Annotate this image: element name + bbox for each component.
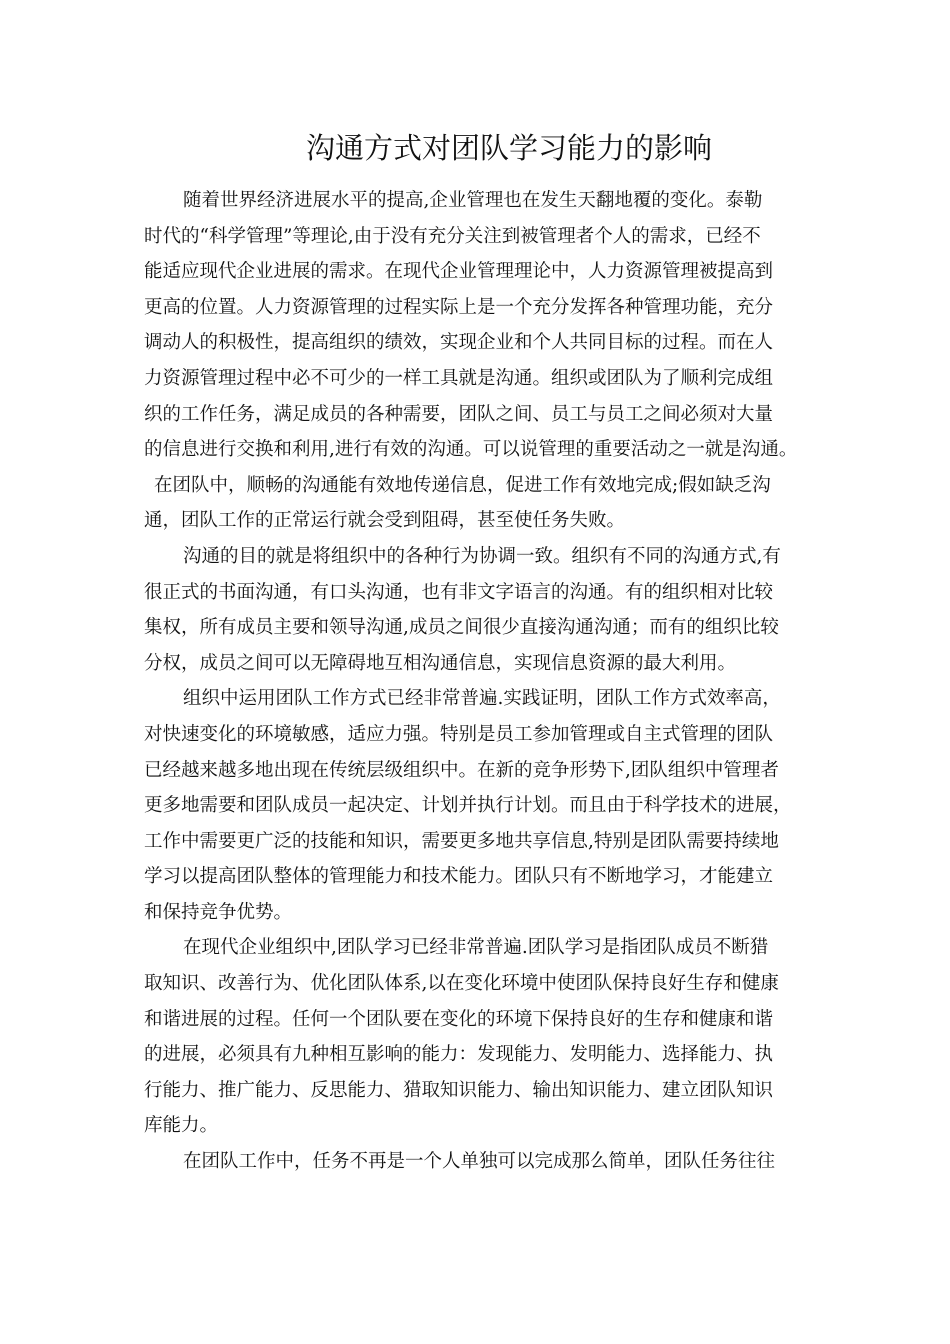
text-line: 通，团队工作的正常运行就会受到阻碍，甚至使任务失败。 (144, 510, 626, 532)
text-line: 力资源管理过程中必不可少的一样工具就是沟通。组织或团队为了顺利完成组 (144, 367, 774, 389)
text-line: 时代的“科学管理”等理论,由于没有充分关注到被管理者个人的需求，已经不 (144, 225, 761, 247)
text-line: 能适应现代企业进展的需求。在现代企业管理理论中，人力资源管理被提高到 (144, 261, 774, 283)
document-body (144, 183, 824, 1180)
text-line: 组织中运用团队工作方式已经非常普遍.实践证明，团队工作方式效率高， (183, 688, 781, 710)
text-line: 随着世界经济进展水平的提高,企业管理也在发生天翻地覆的变化。泰勒 (183, 190, 763, 211)
text-line: 分权，成员之间可以无障碍地互相沟通信息，实现信息资源的最大利用。 (144, 652, 737, 674)
text-line: 更多地需要和团队成员一起决定、计划并执行计划。而且由于科学技术的进展， (144, 795, 792, 817)
text-line: 工作中需要更广泛的技能和知识，需要更多地共享信息,特别是团队需要持续地 (144, 830, 779, 852)
text-line: 和保持竞争优势。 (144, 901, 293, 923)
text-line: 的信息进行交换和利用,进行有效的沟通。可以说管理的重要活动之一就是沟通。 (144, 439, 798, 461)
text-line: 集权，所有成员主要和领导沟通,成员之间很少直接沟通沟通；而有的组织比较 (144, 617, 779, 639)
text-line: 行能力、推广能力、反思能力、猎取知识能力、输出知识能力、建立团队知识 (144, 1079, 774, 1101)
text-line: 很正式的书面沟通，有口头沟通，也有非文字语言的沟通。有的组织相对比较 (144, 581, 774, 603)
text-line: 库能力。 (144, 1115, 219, 1137)
text-line: 在团队工作中，任务不再是一个人单独可以完成那么简单，团队任务往往 (183, 1151, 776, 1173)
text-line: 学习以提高团队整体的管理能力和技术能力。团队只有不断地学习，才能建立 (144, 866, 774, 888)
text-line: 对快速变化的环境敏感，适应力强。特别是员工参加管理或自主式管理的团队 (144, 723, 774, 745)
text-line: 和谐进展的过程。任何一个团队要在变化的环境下保持良好的生存和健康和谐 (144, 1008, 774, 1030)
text-line: 的进展，必须具有九种相互影响的能力：发现能力、发明能力、选择能力、执 (144, 1044, 774, 1066)
text-line: 在现代企业组织中,团队学习已经非常普遍.团队学习是指团队成员不断猎 (183, 937, 769, 959)
text-line: 取知识、改善行为、优化团队体系,以在变化环境中使团队保持良好生存和健康 (144, 973, 779, 995)
text-line: 已经越来越多地出现在传统层级组织中。在新的竞争形势下,团队组织中管理者 (144, 759, 779, 781)
text-line: 织的工作任务，满足成员的各种需要，团队之间、员工与员工之间必须对大量 (144, 403, 774, 425)
text-line: 更高的位置。人力资源管理的过程实际上是一个充分发挥各种管理功能，充分 (144, 296, 774, 318)
text-line: 调动人的积极性，提高组织的绩效，实现企业和个人共同目标的过程。而在人 (144, 332, 774, 354)
text-line: 在团队中，顺畅的沟通能有效地传递信息，促进工作有效地完成;假如缺乏沟 (154, 474, 771, 496)
text-line: 沟通的目的就是将组织中的各种行为协调一致。组织有不同的沟通方式,有 (183, 545, 781, 567)
page-title: 沟通方式对团队学习能力的影响 (305, 131, 712, 165)
